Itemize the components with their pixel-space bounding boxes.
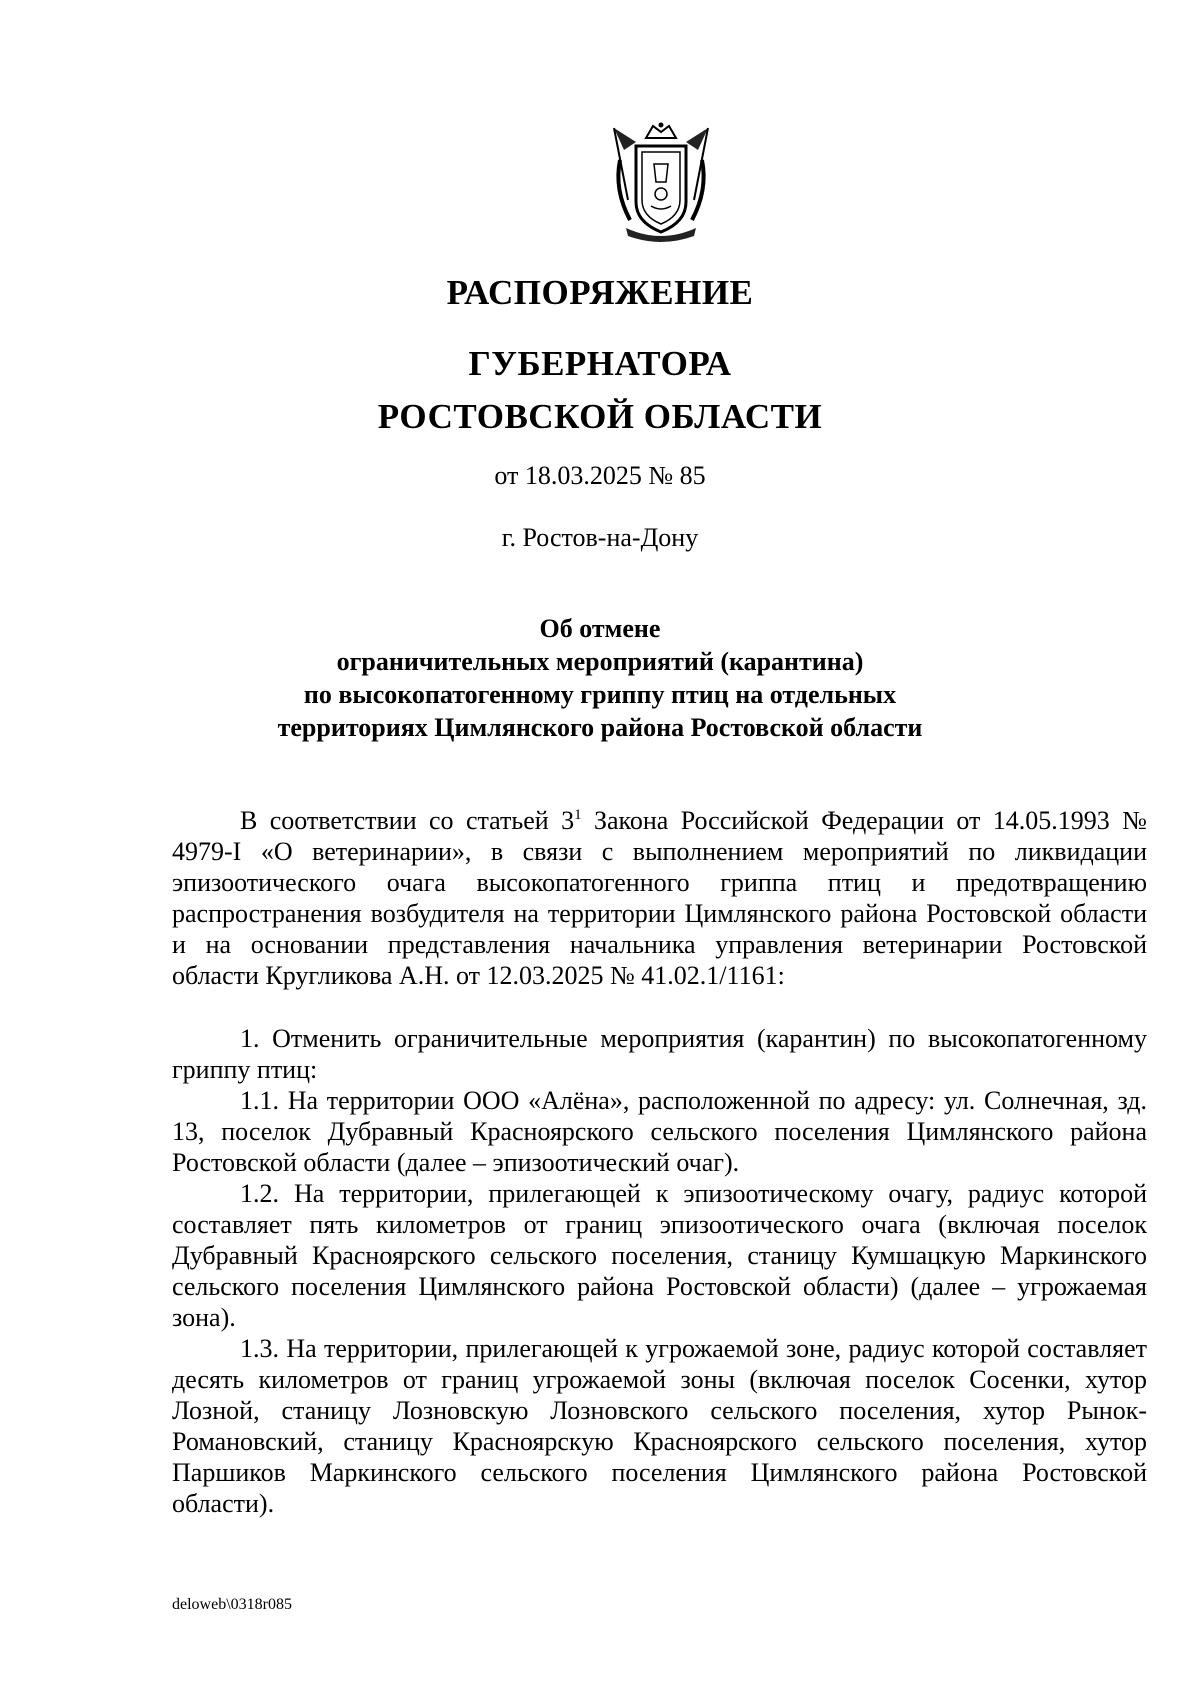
document-city: г. Ростов-на-Дону (501, 523, 699, 552)
issuer-line-1: ГУБЕРНАТОРА (468, 344, 732, 383)
item-1-3: 1.3. На территории, прилегающей к угрожаемой зоне, радиус которой составляет десять километров от границ угрожаемой зоны (включая поселок Сосенки, хутор Лозной, станицу Лозновскую Лозновского сельского поселения, хутор Рынок-Романовский, станицу Красноярскую Красноярского сельского поселения, хутор Паршиков Маркинского сельского поселения Цимлянского района Ростовской области). (172, 1334, 1147, 1518)
coat-of-arms-icon (606, 120, 716, 245)
issuer-title (0, 337, 1200, 443)
document-subject (0, 612, 1200, 744)
preamble-rest: Закона Российской Федерации от 14.05.1993 № 4979-I «О ветеринарии», в связи с выполнением мероприятий по ликвидации эпизоотического очага высокопатогенного гриппа птиц и предотвращению распространения возбудителя на территории Цимлянского района Ростовской области и на основании представления начальника управления ветеринарии Ростовской области Кругликова А.Н. от 12.03.2025 № 41.02.1/1161: (172, 806, 1147, 990)
preamble-paragraph (172, 805, 1147, 991)
preamble-start: В соответствии со статьей 3 (240, 806, 575, 835)
file-reference: deloweb\0318r085 (172, 1596, 292, 1613)
document-date-number: от 18.03.2025 № 85 (494, 461, 706, 490)
subject-line-1: Об отмене (539, 614, 661, 643)
subject-line-3: по высокопатогенному гриппу птиц на отдельных (303, 680, 897, 709)
subject-line-2: ограничительных мероприятий (карантина) (336, 647, 864, 676)
document-body (172, 805, 1147, 1519)
item-1: 1. Отменить ограничительные мероприятия (карантин) по высокопатогенному гриппу птиц: (172, 1024, 1147, 1084)
subject-line-4: территориях Цимлянского района Ростовской области (277, 713, 923, 742)
item-1-1: 1.1. На территории ООО «Алёна», расположенной по адресу: ул. Солнечная, зд. 13, поселок Дубравный Красноярского сельского поселения Цимлянского района Ростовской области (далее – эпизоотический очаг). (172, 1086, 1147, 1177)
issuer-line-2: РОСТОВСКОЙ ОБЛАСТИ (377, 397, 823, 436)
article-superscript: 1 (574, 807, 582, 823)
item-1-2: 1.2. На территории, прилегающей к эпизоотическому очагу, радиус которой составляет пять километров от границ эпизоотического очага (включая поселок Дубравный Красноярского сельского поселения, станицу Кумшацкую Маркинского сельского поселения Цимлянского района Ростовской области) (далее – угрожаемая зона). (172, 1179, 1147, 1332)
document-type: РАСПОРЯЖЕНИЕ (446, 273, 754, 312)
